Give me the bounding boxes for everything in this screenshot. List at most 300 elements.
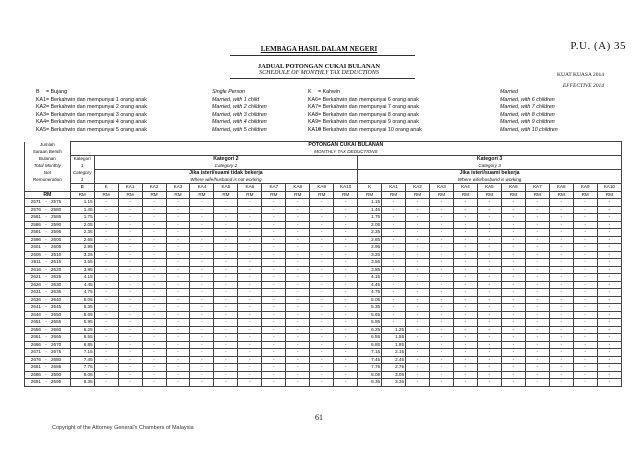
cell-dash: - [310,319,334,327]
cell-dash: - [597,229,621,237]
cell-dash: - [310,281,334,289]
income-range [25,274,71,282]
table-row [25,304,622,312]
legend-ms2: = Berkahwin dan mempunyai 7 orang anak [318,104,419,111]
cell-dash: - [262,236,286,244]
cell-dash: - [310,289,334,297]
cell-dash: - [238,311,262,319]
income-range [25,349,71,357]
col-header: KA7 [262,184,286,192]
cell-dash: - [262,289,286,297]
cell-dash: - [477,304,501,312]
table-row [25,251,622,259]
cell-dash: - [573,266,597,274]
cell-dash: - [430,326,454,334]
legend-en2: Married, with 10 children [500,127,558,133]
cell-k-cat2: - [94,341,118,349]
cell-k-cat3: 4.15 [358,274,382,282]
range-to: 2595 [51,229,62,234]
legend-en: Married, with 4 children [212,119,267,126]
cell-dash: - [118,326,142,334]
cell-k-cat2: - [94,274,118,282]
cell-dash: - [597,206,621,214]
cell-b: 4.75 [70,289,94,297]
cell-dash: - [501,281,525,289]
cell-k-cat2: - [94,251,118,259]
cell-b: 3.85 [70,266,94,274]
income-range [25,251,71,259]
cell-dash: - [118,296,142,304]
cell-dash: - [525,214,549,222]
cell-dash: - [477,251,501,259]
cell-k-cat3: 7.45 [358,356,382,364]
cell-dash: - [549,304,573,312]
range-sep: - [45,296,47,302]
cell-k-cat3: 4.75 [358,289,382,297]
cell-dash: - [286,206,310,214]
cell-dash: - [597,319,621,327]
cell-ka1-cat3: - [382,311,406,319]
kat3-title: Kategori 3 [358,156,622,163]
cell-dash: - [573,304,597,312]
cell-dash: - [286,289,310,297]
cell-dash: - [430,244,454,252]
cell-dash: - [310,206,334,214]
cell-dash: - [334,356,358,364]
cell-dash: - [190,229,214,237]
cell-k-cat3: 7.75 [358,364,382,372]
cell-dash: - [214,244,238,252]
notwork-title-en: Where wife/husband is not working [94,177,357,184]
cell-dash: - [406,274,430,282]
cell-dash: - [430,379,454,387]
cell-dash: - [238,349,262,357]
cell-dash: - [549,206,573,214]
page-number: 61 [315,413,323,422]
cell-k-cat3: 3.55 [358,259,382,267]
cell-dash: - [430,259,454,267]
cell-ka1-cat3: 2.15 [382,349,406,357]
cell-dash: - [573,259,597,267]
legend-ms: = Bujang [46,89,68,95]
cell-dash: - [525,221,549,229]
cell-k-cat2: - [94,296,118,304]
cell-dash: - [549,334,573,342]
cell-dash: - [477,349,501,357]
cell-dash: - [310,304,334,312]
income-range [25,304,71,312]
table-row [25,289,622,297]
cell-dash: - [501,274,525,282]
cell-dash: - [525,311,549,319]
cell-dash: - [453,251,477,259]
cell-dash: - [597,296,621,304]
cell-dash: - [334,289,358,297]
cell-dash: - [214,356,238,364]
tax-table [24,141,622,387]
range-from: 2641 [30,304,41,309]
table-row [25,334,622,342]
cell-dash: - [597,311,621,319]
cell-dash: - [238,334,262,342]
cell-k-cat2: - [94,334,118,342]
cell-dash: - [214,349,238,357]
cell-ka1-cat3: - [382,304,406,312]
cell-b: 5.05 [70,296,94,304]
cell-dash: - [238,364,262,372]
cell-dash: - [190,244,214,252]
cell-dash: - [549,311,573,319]
col-header: K [358,184,382,192]
cell-dash: - [238,304,262,312]
cell-dash: - [310,364,334,372]
cell-dash: - [430,296,454,304]
legend-ms: = Berkahwin dan mempunyai 4 orang anak [46,119,147,126]
cell-dash: - [166,236,190,244]
col-unit: RM [238,191,262,199]
cell-dash: - [549,296,573,304]
cell-dash: - [142,259,166,267]
cell-dash: - [477,311,501,319]
range-to: 2640 [51,296,62,302]
cell-b: 6.85 [70,341,94,349]
cell-k-cat2: - [94,236,118,244]
legend-code2: KA9 [308,119,319,126]
cell-dash: - [214,251,238,259]
legend-en: Married, with 1 child [212,96,260,103]
cell-dash: - [310,266,334,274]
cell-b: 7.75 [70,364,94,372]
range-to: 2610 [51,251,62,257]
rem-head-4: Total Monthly [25,163,71,170]
cell-dash: - [142,206,166,214]
cell-dash: - [525,304,549,312]
cell-dash: - [214,281,238,289]
cell-dash: - [501,259,525,267]
cell-dash: - [166,356,190,364]
cell-dash: - [453,319,477,327]
cell-dash: - [214,341,238,349]
work-title-en: Where wife/husband is working [358,177,622,184]
cell-dash: - [501,341,525,349]
cell-dash: - [190,371,214,379]
cell-dash: - [430,341,454,349]
cell-dash: - [166,274,190,282]
cell-dash: - [430,364,454,372]
cell-dash: - [501,311,525,319]
column-header-row [25,184,622,192]
cell-dash: - [214,304,238,312]
col-header: KA4 [453,184,477,192]
cell-dash: - [549,221,573,229]
range-sep: - [45,206,47,212]
cell-dash: - [453,326,477,334]
cell-dash: - [406,319,430,327]
table-row [25,281,622,289]
cell-b: 2.95 [70,244,94,252]
cell-dash: - [118,334,142,342]
cell-dash: - [262,349,286,357]
cell-dash: - [118,266,142,274]
cell-dash: - [190,349,214,357]
cell-dash: - [477,259,501,267]
range-sep: - [45,199,47,204]
cell-k-cat3: 5.95 [358,319,382,327]
cell-dash: - [262,251,286,259]
cell-k-cat2: - [94,371,118,379]
cell-dash: - [118,274,142,282]
cell-dash: - [430,251,454,259]
cell-dash: - [406,379,430,387]
cell-dash: - [597,334,621,342]
cell-k-cat2: - [94,259,118,267]
cell-dash: - [597,356,621,364]
cell-dash: - [525,379,549,387]
cell-dash: - [214,229,238,237]
cell-dash: - [286,229,310,237]
cell-b: 1.45 [70,206,94,214]
cell-dash: - [453,289,477,297]
effective-year: EFFECTIVE 2014 [562,83,604,89]
legend-ms: = Berkahwin dan mempunyai 3 orang anak [46,111,147,118]
cell-dash: - [549,319,573,327]
income-range [25,341,71,349]
cell-dash: - [525,289,549,297]
cell-b: 5.95 [70,319,94,327]
legend-ms2: = Berkahwin dan mempunyai 6 orang anak [318,96,419,103]
cell-dash: - [262,244,286,252]
range-from: 2691 [30,379,41,384]
cell-dash: - [262,281,286,289]
cell-dash: - [262,259,286,267]
cell-dash: - [549,199,573,207]
range-sep: - [45,349,47,354]
legend-code2: KA10 [308,127,321,133]
cell-dash: - [166,311,190,319]
cell-k-cat2: - [94,311,118,319]
cell-dash: - [453,304,477,312]
pu-code: P.U. (A) 35 [570,40,626,52]
range-from: 2681 [30,364,41,369]
cell-k-cat3: 3.85 [358,266,382,274]
legend-en2: Married [500,89,518,95]
legend-ms2: = Kahwin [318,89,340,95]
cell-dash: - [286,251,310,259]
cell-dash: - [310,371,334,379]
cell-dash: - [453,274,477,282]
cell-dash: - [190,214,214,222]
cell-dash: - [286,296,310,304]
cell-dash: - [597,289,621,297]
cell-dash: - [262,206,286,214]
col-header: KA2 [406,184,430,192]
pcb-title: POTONGAN CUKAI BULANAN [70,142,621,149]
cell-dash: - [501,296,525,304]
kat1-line3: Category [70,170,94,177]
cell-dash: - [477,334,501,342]
rem-head-1: Jumlah [25,142,71,149]
cell-dash: - [190,199,214,207]
rm-head: RM [25,191,71,199]
cell-dash: - [166,379,190,387]
cell-dash: - [477,296,501,304]
cell-dash: - [166,214,190,222]
cell-dash: - [214,311,238,319]
cell-dash: - [573,356,597,364]
cell-dash: - [238,326,262,334]
col-header: KA5 [477,184,501,192]
cell-dash: - [190,319,214,327]
range-to: 2630 [51,281,62,287]
income-range [25,266,71,274]
cell-dash: - [286,379,310,387]
pcb-title-en: MONTHLY TAX DEDUCTIONS [70,149,621,156]
income-range [25,356,71,364]
cell-k-cat3: 1.45 [358,206,382,214]
cell-dash: - [166,251,190,259]
cell-dash: - [477,274,501,282]
cell-dash: - [430,236,454,244]
cell-dash: - [406,326,430,334]
cell-dash: - [477,236,501,244]
col-header: KA3 [430,184,454,192]
col-unit: RM [94,191,118,199]
range-sep: - [45,221,47,227]
cell-dash: - [501,251,525,259]
col-header: KA8 [549,184,573,192]
cell-b: 1.15 [70,199,94,207]
range-sep: - [45,311,47,317]
table-row [25,311,622,319]
cell-dash: - [573,289,597,297]
cell-dash: - [238,229,262,237]
cell-b: 6.55 [70,334,94,342]
cell-dash: - [573,296,597,304]
cell-dash: - [573,251,597,259]
legend-ms2: = Berkahwin dan mempunyai 9 orang anak [318,119,419,126]
cell-dash: - [214,334,238,342]
cell-dash: - [118,356,142,364]
cell-dash: - [334,334,358,342]
range-to: 2685 [51,364,62,369]
cell-dash: - [262,199,286,207]
income-range [25,379,71,387]
cell-dash: - [334,221,358,229]
cell-dash: - [549,356,573,364]
cell-dash: - [286,319,310,327]
cell-dash: - [286,364,310,372]
cell-dash: - [166,289,190,297]
cell-dash: - [142,289,166,297]
cell-dash: - [453,244,477,252]
cell-k-cat3: 8.35 [358,379,382,387]
table-row [25,356,622,364]
cell-dash: - [190,221,214,229]
cell-ka1-cat3: - [382,289,406,297]
range-to: 2650 [51,311,62,317]
range-from: 2596 [30,236,41,242]
cell-dash: - [310,221,334,229]
kat1-line1: Kategori [70,156,94,163]
cell-dash: - [501,221,525,229]
cell-dash: - [334,259,358,267]
cell-k-cat3: 6.85 [358,341,382,349]
cell-dash: - [334,319,358,327]
cell-dash: - [166,221,190,229]
cell-dash: - [549,266,573,274]
cell-dash: - [453,371,477,379]
col-unit: RM [406,191,430,199]
cell-dash: - [142,379,166,387]
cell-dash: - [501,236,525,244]
cell-dash: - [190,274,214,282]
col-header: KA6 [238,184,262,192]
cell-dash: - [286,334,310,342]
cell-dash: - [525,281,549,289]
cell-dash: - [190,341,214,349]
cell-dash: - [549,214,573,222]
cell-dash: - [262,341,286,349]
cell-dash: - [190,311,214,319]
cell-dash: - [262,214,286,222]
cell-dash: - [430,304,454,312]
cell-dash: - [477,356,501,364]
cell-dash: - [118,319,142,327]
col-unit: RM [262,191,286,199]
range-to: 2665 [51,334,62,339]
range-sep: - [45,251,47,257]
cell-dash: - [118,349,142,357]
cell-dash: - [142,229,166,237]
range-from: 2646 [30,311,41,317]
cell-dash: - [142,304,166,312]
range-sep: - [45,341,47,347]
col-unit: RM [118,191,142,199]
income-range [25,221,71,229]
legend-ms2: = Berkahwin dan mempunyai 8 orang anak [318,111,419,118]
range-from: 2616 [30,266,41,272]
cell-dash: - [597,281,621,289]
schedule-title: JADUAL POTONGAN CUKAI BULANAN [257,63,381,70]
cell-ka1-cat3: 3.35 [382,379,406,387]
cell-dash: - [549,371,573,379]
cell-dash: - [477,289,501,297]
cell-dash: - [334,266,358,274]
cell-dash: - [310,214,334,222]
col-header: KA5 [214,184,238,192]
range-to: 2620 [51,266,62,272]
cell-dash: - [190,266,214,274]
cell-dash: - [406,296,430,304]
range-to: 2590 [51,221,62,227]
cell-dash: - [525,334,549,342]
table-row [25,199,622,207]
cell-dash: - [334,341,358,349]
range-to: 2575 [51,199,62,204]
cell-dash: - [310,296,334,304]
cell-dash: - [190,259,214,267]
cell-dash: - [166,266,190,274]
cell-dash: - [334,296,358,304]
cell-dash: - [453,296,477,304]
cell-dash: - [525,266,549,274]
cell-dash: - [406,341,430,349]
cell-dash: - [118,364,142,372]
col-unit: RM [190,191,214,199]
cell-ka1-cat3: 2.45 [382,356,406,364]
cell-dash: - [214,274,238,282]
income-range [25,296,71,304]
